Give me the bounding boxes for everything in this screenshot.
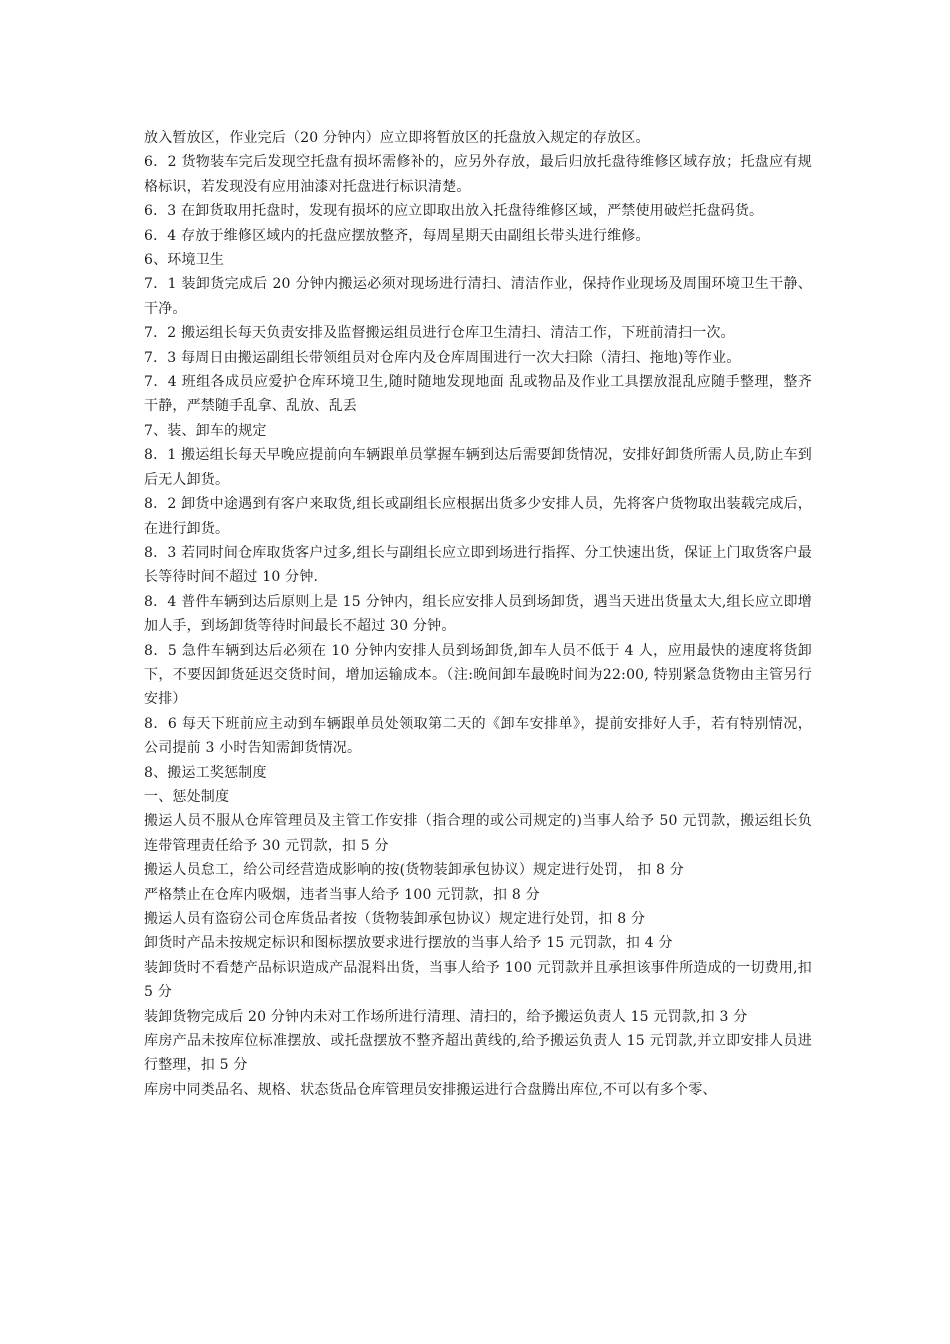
paragraph: 7．1 装卸货完成后 20 分钟内搬运必须对现场进行清扫、清洁作业，保持作业现场及周围环境卫生干静、干净。 bbox=[144, 276, 812, 317]
paragraph: 6．2 货物装车完后发现空托盘有损坏需修补的，应另外存放，最后归放托盘待维修区域存放；托盘应有规格标识，若发现没有应用油漆对托盘进行标识清楚。 bbox=[144, 154, 812, 195]
rule-item: 严格禁止在仓库内吸烟，违者当事人给予 100 元罚款，扣 8 分 bbox=[144, 886, 540, 903]
paragraph: 放入暂放区，作业完后（20 分钟内）应立即将暂放区的托盘放入规定的存放区。 bbox=[144, 130, 650, 146]
rule-item: 卸货时产品未按规定标识和图标摆放要求进行摆放的当事人给予 15 元罚款，扣 4 分 bbox=[144, 935, 673, 952]
document-page bbox=[144, 126, 812, 1102]
subsection-heading: 一、惩处制度 bbox=[144, 788, 230, 805]
section-heading: 7、装、卸车的规定 bbox=[144, 422, 267, 439]
paragraph: 8．4 普件车辆到达后原则上是 15 分钟内，组长应安排人员到场卸货，遇当天进出货量太大,组长应立即增加人手，到场卸货等待时间最长不超过 30 分钟。 bbox=[144, 593, 812, 635]
paragraph: 6．3 在卸货取用托盘时，发现有损坏的应立即取出放入托盘待维修区域，严禁使用破烂托盘码货。 bbox=[144, 203, 764, 220]
rule-item: 库房产品未按库位标准摆放、或托盘摆放不整齐超出黄线的,给予搬运负责人 15 元罚款,并立即安排人员进行整理，扣 5 分 bbox=[144, 1033, 812, 1074]
paragraph: 8．6 每天下班前应主动到车辆跟单员处领取第二天的《卸车安排单》，提前安排好人手，若有特别情况，公司提前 3 小时告知需卸货情况。 bbox=[144, 715, 812, 757]
rule-item: 搬运人员不服从仓库管理员及主管工作安排（指合理的或公司规定的)当事人给予 50 元罚款，搬运组长负连带管理责任给予 30 元罚款，扣 5 分 bbox=[144, 813, 812, 854]
rule-item: 库房中同类品名、规格、状态货品仓库管理员安排搬运进行合盘腾出库位,不可以有多个零、 bbox=[144, 1081, 717, 1098]
paragraph: 7．4 班组各成员应爱护仓库环境卫生,随时随地发现地面 乱或物品及作业工具摆放混乱应随手整理，整齐干静，严禁随手乱拿、乱放、乱丢 bbox=[144, 374, 812, 415]
rule-item: 装卸货时不看楚产品标识造成产品混料出货，当事人给予 100 元罚款并且承担该事件所造成的一切费用,扣 5 分 bbox=[144, 959, 812, 1001]
paragraph: 8．3 若同时间仓库取货客户过多,组长与副组长应立即到场进行指挥、分工快速出货，保证上门取货客户最长等待时间不超过 10 分钟. bbox=[144, 544, 812, 586]
paragraph: 6．4 存放于维修区域内的托盘应摆放整齐，每周星期天由副组长带头进行维修。 bbox=[144, 227, 650, 244]
rule-item: 搬运人员怠工，给公司经营造成影响的按(货物装卸承包协议）规定进行处罚， 扣 8 分 bbox=[144, 862, 684, 879]
paragraph: 7．3 每周日由搬运副组长带领组员对仓库内及仓库周围进行一次大扫除（清扫、拖地)等作业。 bbox=[144, 349, 741, 366]
paragraph: 7．2 搬运组长每天负责安排及监督搬运组员进行仓库卫生清扫、清洁工作，下班前清扫一次。 bbox=[144, 325, 735, 342]
paragraph: 8．5 急件车辆到达后必须在 10 分钟内安排人员到场卸货,卸车人员不低于 4 人，应用最快的速度将货卸下，不要因卸货延迟交货时间，增加运输成本。（注:晚间卸车最晚时间为22:00, 特别紧急货物由主管另行安排） bbox=[144, 642, 812, 708]
paragraph: 8．2 卸货中途遇到有客户来取货,组长或副组长应根据出货多少安排人员，先将客户货物取出装载完成后，在进行卸货。 bbox=[144, 496, 812, 537]
rule-item: 装卸货物完成后 20 分钟内未对工作场所进行清理、清扫的，给予搬运负责人 15 元罚款,扣 3 分 bbox=[144, 1008, 748, 1025]
rule-item: 搬运人员有盗窃公司仓库货品者按（货物装卸承包协议）规定进行处罚，扣 8 分 bbox=[144, 911, 646, 927]
section-heading: 8、搬运工奖惩制度 bbox=[144, 764, 267, 781]
paragraph: 8．1 搬运组长每天早晚应提前向车辆跟单员掌握车辆到达后需要卸货情况，安排好卸货所需人员,防止车到后无人卸货。 bbox=[144, 447, 812, 488]
section-heading: 6、环境卫生 bbox=[144, 252, 225, 269]
